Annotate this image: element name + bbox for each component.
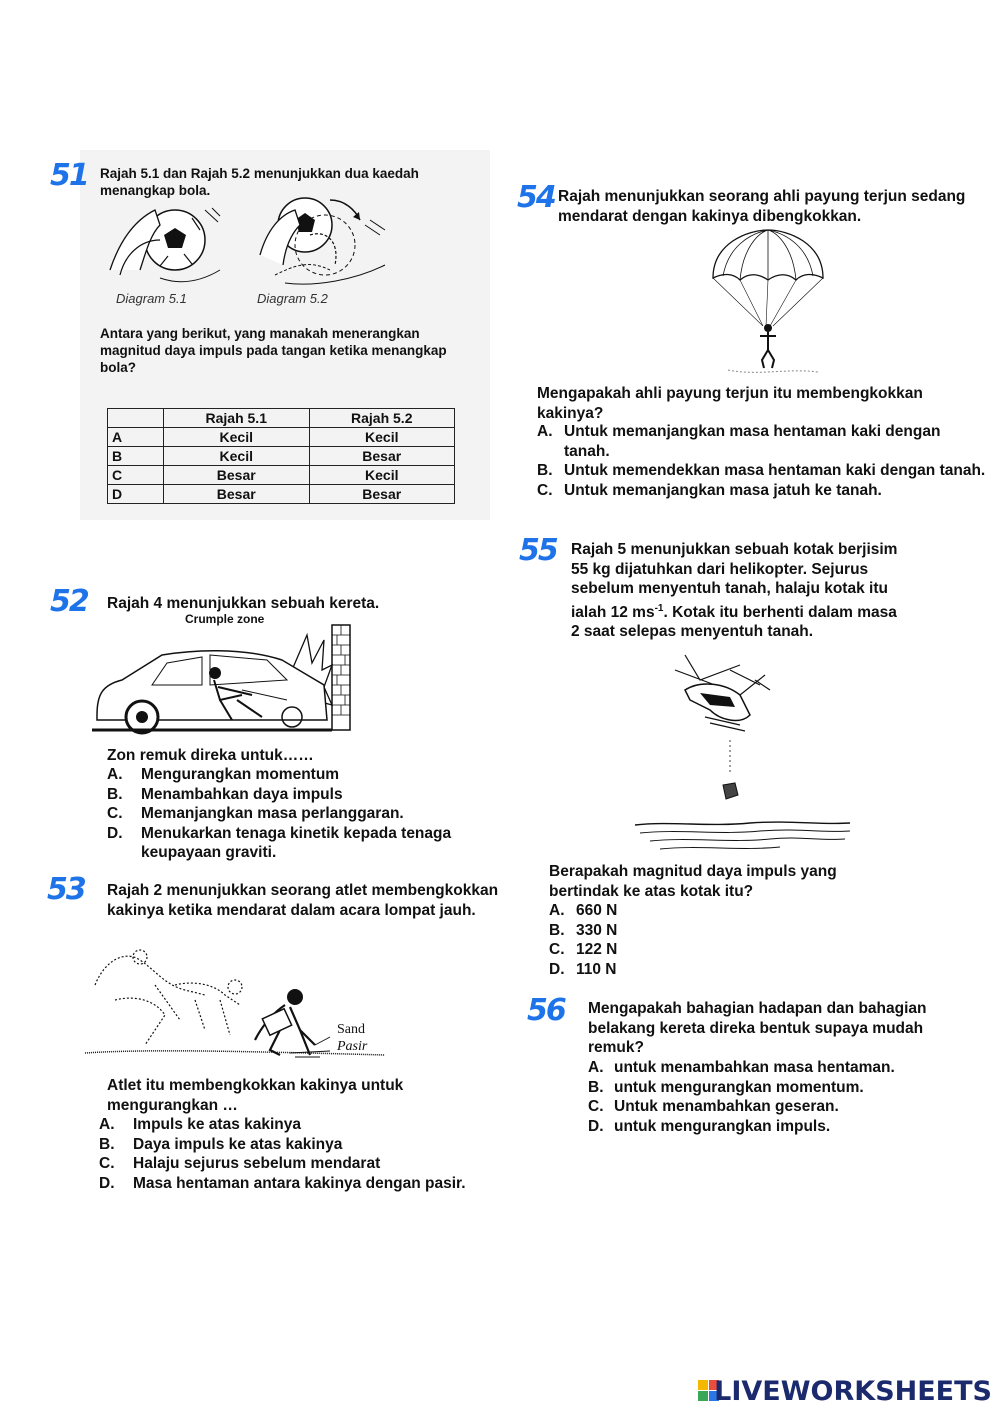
option-key: D.	[588, 1117, 604, 1135]
q51-table-cell: Besar	[309, 447, 455, 466]
q53-number: 53	[47, 872, 85, 907]
q55-stem	[571, 540, 951, 642]
q51-table-row	[108, 447, 455, 466]
q51-table-header-cell: Rajah 5.1	[164, 409, 310, 428]
q51-caption-2: Diagram 5.2	[257, 291, 328, 306]
q55-option[interactable]	[549, 901, 749, 921]
option-key: A.	[537, 423, 553, 440]
option-key: A.	[588, 1059, 604, 1076]
q55-stem-text: ialah 12 ms	[571, 603, 655, 621]
q53-option[interactable]	[99, 1135, 519, 1155]
q53-options	[99, 1115, 519, 1193]
q56-option[interactable]	[588, 1058, 958, 1078]
q52-car-diagram	[92, 625, 357, 735]
option-text: Impuls ke atas kakinya	[133, 1116, 302, 1133]
q51-table-header	[108, 409, 455, 428]
q54-option[interactable]	[537, 422, 987, 461]
q56-option[interactable]	[588, 1117, 958, 1137]
q51-table	[107, 408, 455, 504]
option-key: B.	[107, 785, 123, 803]
q51-table-cell: Besar	[309, 485, 455, 504]
q53-option[interactable]	[99, 1115, 519, 1135]
q51-table-cell: Kecil	[164, 447, 310, 466]
q51-table-row	[108, 466, 455, 485]
q52-number: 52	[50, 584, 88, 619]
q53-option[interactable]	[99, 1154, 519, 1174]
option-key: C.	[99, 1155, 115, 1172]
q55-option[interactable]	[549, 960, 749, 980]
option-text: 660 N	[576, 902, 618, 919]
q55-stem-line: Rajah 5 menunjukkan sebuah kotak berjisim	[571, 541, 898, 558]
q54-option[interactable]	[537, 461, 987, 481]
option-text: Untuk memanjangkan masa hentaman kaki dengan tanah.	[564, 423, 941, 460]
q56-option[interactable]	[588, 1097, 958, 1117]
q51-table-cell: Besar	[164, 466, 310, 485]
q55-stem-line: sebelum menyentuh tanah, halaju kotak itu	[571, 580, 888, 597]
q51-table-cell: D	[108, 485, 164, 504]
logo-square	[698, 1391, 708, 1401]
q52-option[interactable]	[107, 804, 507, 824]
q51-table-header-cell	[108, 409, 164, 428]
option-text: Untuk menambahkan geseran.	[614, 1098, 839, 1115]
option-text: 122 N	[576, 941, 618, 958]
q55-stem-line: 2 saat selepas menyentuh tanah.	[571, 623, 814, 641]
q54-number: 54	[517, 180, 555, 215]
q51-number: 51	[50, 158, 88, 193]
q51-table-cell: Besar	[164, 485, 310, 504]
q53-sand-label: Sand	[337, 1022, 365, 1037]
q52-options	[107, 765, 507, 863]
option-key: D.	[99, 1174, 115, 1192]
q51-table-cell: Kecil	[309, 428, 455, 447]
q52-option[interactable]	[107, 785, 507, 805]
q54-stem: Rajah menunjukkan seorang ahli payung terjun sedang mendarat dengan kakinya dibengkokkan.	[558, 188, 966, 225]
q53-stem: Rajah 2 menunjukkan seorang atlet membengkokkan kakinya ketika mendarat dalam acara lompat jauh.	[107, 882, 499, 919]
q51-table-cell: C	[108, 466, 164, 485]
q55-option[interactable]	[549, 921, 749, 941]
option-key: B.	[537, 462, 553, 479]
option-key: A.	[107, 766, 123, 783]
option-key: B.	[99, 1135, 115, 1153]
q54-options	[537, 422, 987, 500]
q51-diagram-2	[255, 195, 395, 290]
q55-options	[549, 901, 749, 979]
option-key: C.	[107, 805, 123, 822]
option-text: Menukarkan tenaga kinetik kepada tenaga keupayaan graviti.	[141, 824, 452, 861]
q54-parachute-diagram	[708, 228, 828, 378]
q55-helicopter-diagram	[630, 645, 855, 855]
q55-stem-text: . Kotak itu berhenti dalam masa	[663, 603, 897, 621]
q51-table-row	[108, 485, 455, 504]
q52-option[interactable]	[107, 824, 507, 863]
option-text: Daya impuls ke atas kakinya	[133, 1135, 343, 1153]
q54-option[interactable]	[537, 481, 987, 501]
q51-caption-1: Diagram 5.1	[116, 291, 187, 306]
q52-question: Zon remuk direka untuk……	[107, 747, 314, 764]
option-key: D.	[107, 824, 123, 842]
q55-stem-line	[571, 599, 951, 623]
q53-pasir-label: Pasir	[337, 1039, 368, 1054]
liveworksheets-logo[interactable]: LIVEWORKSHEETS	[714, 1376, 992, 1407]
q51-table-header-cell: Rajah 5.2	[309, 409, 455, 428]
q51-table-cell: Kecil	[164, 428, 310, 447]
option-key: D.	[549, 960, 565, 978]
option-key: B.	[588, 1078, 604, 1096]
q51-table-row	[108, 428, 455, 447]
option-text: Memanjangkan masa perlanggaran.	[141, 805, 404, 822]
option-text: Menambahkan daya impuls	[141, 785, 343, 803]
q55-question: Berapakah magnitud daya impuls yang bertindak ke atas kotak itu?	[549, 863, 837, 900]
q55-stem-line: 55 kg dijatuhkan dari helikopter. Sejurus	[571, 560, 869, 578]
q56-stem: Mengapakah bahagian hadapan dan bahagian belakang kereta direka bentuk supaya mudah remuk?	[588, 1000, 927, 1056]
option-text: Untuk memendekkan masa hentaman kaki dengan tanah.	[564, 462, 986, 479]
option-text: 110 N	[576, 960, 617, 978]
option-text: untuk mengurangkan impuls.	[614, 1117, 831, 1135]
option-key: A.	[549, 902, 565, 919]
logo-square	[698, 1380, 708, 1390]
option-text: Masa hentaman antara kakinya dengan pasir.	[133, 1174, 466, 1192]
q51-diagram-1	[100, 200, 230, 290]
q51-question: Antara yang berikut, yang manakah menerangkan magnitud daya impuls pada tangan ketika menangkap bola?	[100, 326, 447, 375]
q56-number: 56	[527, 993, 565, 1028]
q52-stem: Rajah 4 menunjukkan sebuah kereta.	[107, 595, 380, 612]
q55-number: 55	[519, 533, 557, 568]
q51-stem: Rajah 5.1 dan Rajah 5.2 menunjukkan dua kaedah menangkap bola.	[100, 166, 419, 198]
option-key: C.	[549, 941, 565, 958]
q53-option[interactable]	[99, 1174, 519, 1194]
q54-question: Mengapakah ahli payung terjun itu membengkokkan kakinya?	[537, 385, 923, 422]
option-text: Mengurangkan momentum	[141, 766, 340, 783]
q52-option[interactable]	[107, 765, 507, 785]
q53-question: Atlet itu membengkokkan kakinya untuk mengurangkan …	[107, 1077, 404, 1114]
option-key: B.	[549, 921, 565, 939]
q51-table-cell: B	[108, 447, 164, 466]
q56-option[interactable]	[588, 1078, 958, 1098]
q52-crumple-label: Crumple zone	[185, 612, 265, 626]
option-key: A.	[99, 1116, 115, 1133]
q56-options	[588, 1058, 958, 1136]
option-key: C.	[588, 1098, 604, 1115]
q55-option[interactable]	[549, 940, 749, 960]
option-text: untuk menambahkan masa hentaman.	[614, 1059, 895, 1076]
option-text: untuk mengurangkan momentum.	[614, 1078, 864, 1096]
q55-stem-superscript: -1	[654, 602, 664, 614]
option-key: C.	[537, 481, 553, 499]
option-text: 330 N	[576, 921, 618, 939]
q51-table-cell: Kecil	[309, 466, 455, 485]
option-text: Untuk memanjangkan masa jatuh ke tanah.	[564, 481, 882, 499]
option-text: Halaju sejurus sebelum mendarat	[133, 1155, 381, 1172]
q51-table-cell: A	[108, 428, 164, 447]
